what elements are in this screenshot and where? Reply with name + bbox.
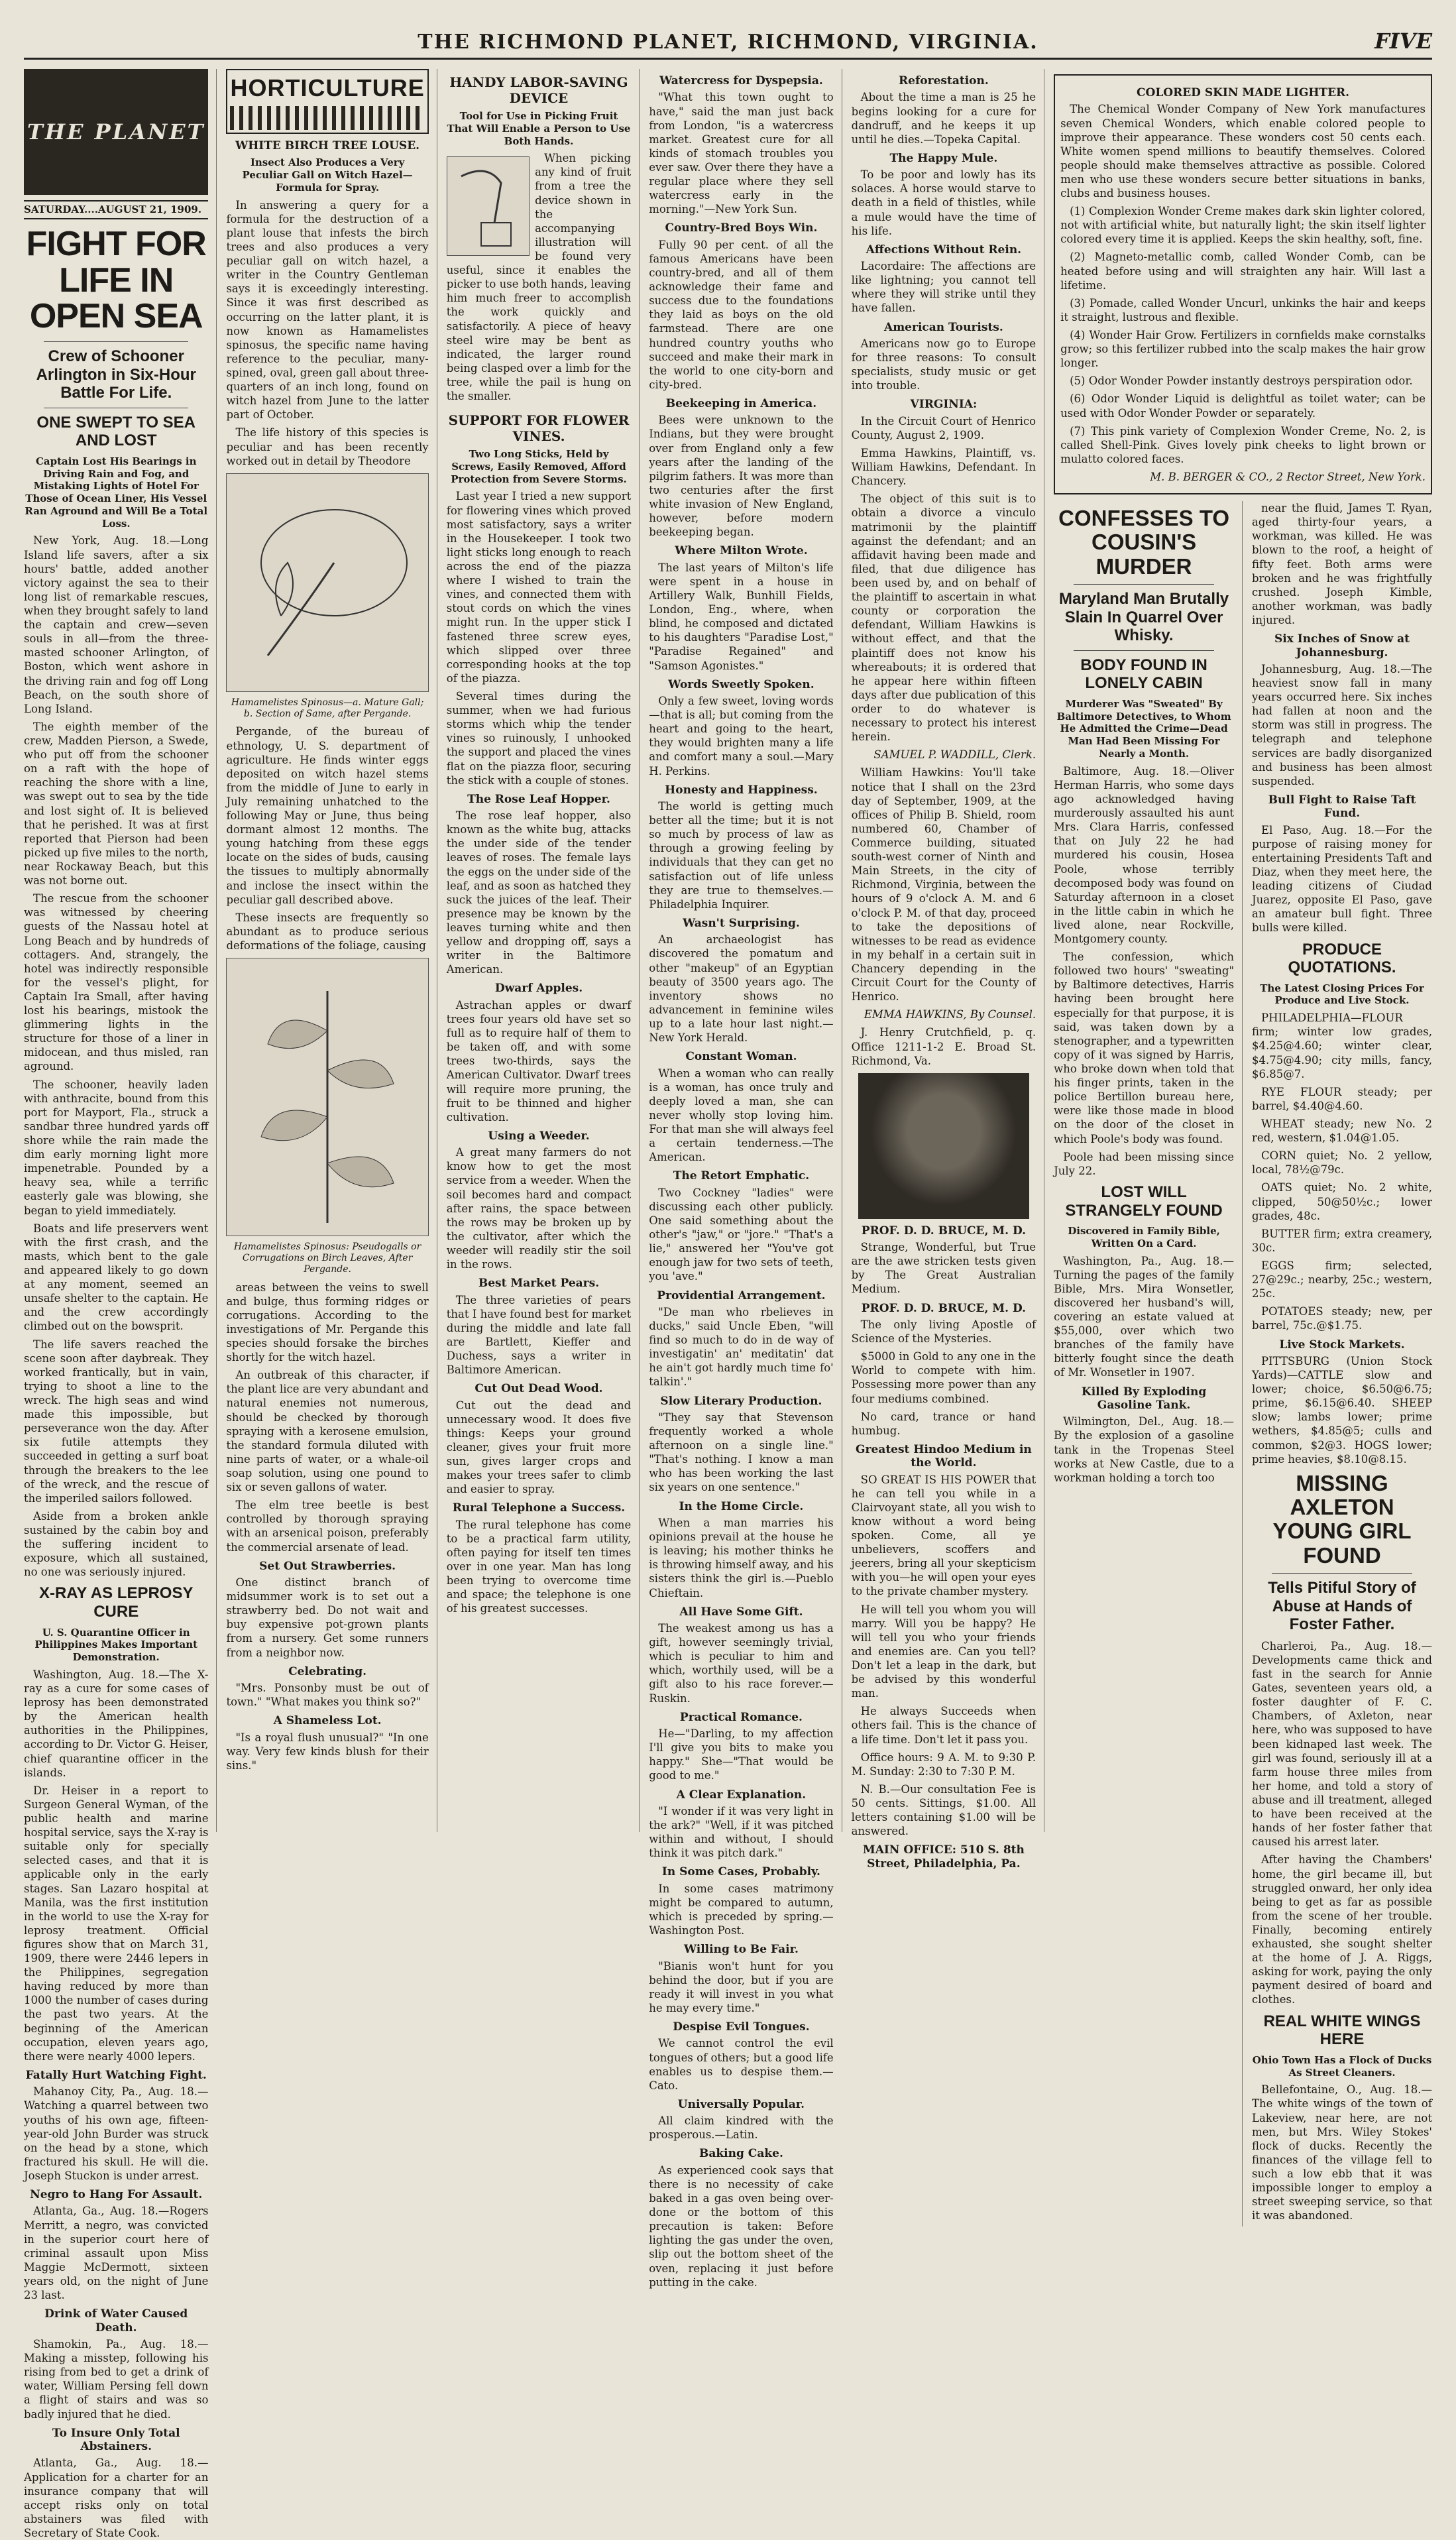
confess-deck: Murderer Was "Sweated" By Baltimore Detectives, to Whom He Admitted the Crime—Dead Man Had Been Missing For Nearly a Month.	[1056, 697, 1231, 760]
clerk-signature: SAMUEL P. WADDILL, Clerk.	[873, 748, 1036, 762]
portrait-caption: PROF. D. D. BRUCE, M. D.	[861, 1224, 1026, 1238]
planet-logo: THE PLANET	[24, 69, 208, 195]
brief-text: One distinct branch of midsummer work is to set out a strawberry bed. Do not wait and buy expensive pot-grown plants from a nursery. Get some runners from a neighbor now.	[226, 1576, 429, 1659]
date-line: SATURDAY....AUGUST 21, 1909.	[24, 200, 208, 219]
brief-headline: Celebrating.	[288, 1664, 367, 1678]
ad-paragraph: The Chemical Wonder Company of New York manufactures seven Chemical Wonders, which enable colored people to improve their appearance. These wonders cost 50 cents each. White women spend millions to beautify themselves. Colored people should make themselves attractive as possible. Colored men who use these wonders secure better situations in banks, clubs and business houses.	[1060, 103, 1426, 200]
brief-text: El Paso, Aug. 18.—For the purpose of raising money for entertaining Presidents Taft and Diaz, when they meet here, the leading citizens of Ciudad Juarez, opposite El Paso, gave an amateur bull fight. Three bulls were killed.	[1252, 823, 1432, 935]
brief-text: As experienced cook says that there is no necessity of cake baked in a gas oven being over-done or the bottom of this precaution is taken: Before lighting the gas under the oven, slip out the bottom sheet of the oven, replacing it just before putting in the cake.	[649, 2164, 834, 2289]
column-4	[649, 69, 842, 2289]
brief-text: When a man marries his opinions prevail at the house he is leaving; his mother thinks he is throwing himself away, and his sisters think the girl is.—Pueblo Chieftain.	[649, 1516, 834, 1599]
article-headline: HANDY LABOR-SAVING DEVICE	[449, 74, 628, 106]
brief-headline: Country-Bred Boys Win.	[665, 221, 818, 235]
brief-headline: Killed By Exploding Gasoline Tank.	[1081, 1385, 1207, 1412]
article-paragraph: The eighth member of the crew, Madden Pierson, a Swede, who put off from the schooner on a raft with the hope of reaching the shore with a line, was swept out to sea by the tide and lost sight of. It is believed that he perished. It was at first reported that Pierson had been picked up five miles to the north, near Rockaway Beach, but this was not borne out.	[24, 720, 209, 888]
ad-paragraph: He will tell you whom you will marry. Will you be happy? He will tell you who your friends and enemies are. Can you tell? Don't let a leap in the dark, but be advised by this wonderful man.	[851, 1603, 1036, 1700]
masthead	[24, 20, 1432, 60]
legal-paragraph: William Hawkins: You'll take notice that I shall on the 23rd day of September, 1909, at the offices of Philip B. Shield, room numbered 60, Chamber of Commerce building, situated south-west corner of Ninth and Main Streets, in the city of Richmond, Virginia, between the hours of 9 o'clock A. M. and 6 o'clock P. M. of that day, proceed to take the depositions of witnesses to be read as evidence in my behalf in a certain suit in Chancery depending in the Circuit Court for the County of Henrico.	[851, 766, 1036, 1004]
brief-headline: A Clear Explanation.	[676, 1788, 807, 1802]
brief-text: "I wonder if it was very light in the ark?" "Well, if it was pitched within and without, I should think it was pitch dark."	[649, 1804, 834, 1860]
brief-text: Wilmington, Del., Aug. 18.—By the explosion of a gasoline tank in the Tropenas Steel works at New Castle, due to a workman holding a torch too	[1054, 1415, 1235, 1484]
article-paragraph: Poole had been missing since July 22.	[1054, 1150, 1235, 1177]
brief-text: The weakest among us has a gift, however seemingly trivial, which is peculiar to him and which, worthily used, will be a gift also to his race forever.—Ruskin.	[649, 1622, 834, 1705]
brief-text: The three varieties of pears that I have found best for market during the middle and late fall are Bartlett, Kieffer and Duchess, says a writer in Baltimore American.	[446, 1293, 632, 1377]
brief-headline: Universally Popular.	[677, 2097, 805, 2111]
brief-headline: Honesty and Happiness.	[665, 783, 818, 797]
article-paragraph: The elm tree beetle is best controlled by thorough spraying with an arsenical poison, preferably the commercial arsenate of lead.	[226, 1499, 429, 1554]
article-paragraph: Dr. Heiser in a report to Surgeon General Wyman, of the public health and marine hospital service, says the X-ray is suitable only for specially selected cases, and that it is applicable only in the early stages. San Lazaro hospital at Manila, was the first institution in the world to use the X-ray for leprosy treatment. Official figures show that on March 31, 1909, there were 2446 lepers in the Philippines, segregation having reduced by more than 1000 the number of cases during the past two years. At the beginning of the American occupation, eleven years ago, there were nearly 4000 lepers.	[24, 1784, 209, 2063]
article-paragraph: Several times during the summer, when we had furious storms which whip the tender vines so ruinously, I unhooked the support and placed the vines flat on the piazza floor, securing the stick with a couple of stones.	[446, 690, 632, 787]
brief-text: The world is getting much better all the time; but it is not so much by process of law as through a growing feeling by individuals that they can get no satisfaction out of life unless they are true to themselves.—Philadelphia Inquirer.	[649, 800, 834, 911]
paper-title: THE RICHMOND PLANET, RICHMOND, VIRGINIA.	[418, 30, 1038, 54]
column-2	[226, 69, 437, 1832]
brief-text: Atlanta, Ga., Aug. 18.—Application for a charter for an insurance company that will accept risks only on total abstainers was filed with Secretary of State Cook.	[24, 2456, 209, 2539]
brief-headline: Practical Romance.	[679, 1710, 803, 1724]
fruit-picker-icon	[448, 163, 528, 249]
missing-headline: MISSING AXLETON YOUNG GIRL FOUND	[1272, 1470, 1412, 1568]
legal-paragraph: Emma Hawkins, Plaintiff, vs. William Hawkins, Defendant. In Chancery.	[851, 447, 1036, 488]
birch-branch-icon	[228, 964, 427, 1230]
article-paragraph: An outbreak of this character, if the plant lice are very abundant and natural enemies not numerous, should be checked by thorough spraying with a kerosene emulsion, the standard formula diluted with nine parts of water, or a whale-oil soap solution, using one pound to six or seven gallons of water.	[226, 1369, 429, 1494]
brief-headline: Constant Woman.	[685, 1050, 797, 1064]
ad-paragraph: (4) Wonder Hair Grow. Fertilizers in cornfields make cornstalks grow; so this fertilizer rubbed into the scalp makes the hair grow longer.	[1060, 329, 1426, 370]
article-paragraph: The schooner, heavily laden with anthracite, bound from this port for Mayport, Fla., struck a sandbar three hundred yards off shore while the rain made the dim early morning light more impenetrable. Pounded by a heavy sea, while a terrific easterly gale was blowing, she began to yield immediately.	[24, 1078, 209, 1217]
brief-text: Fully 90 per cent. of all the famous Americans have been country-bred, and all of them acknowledge their fame and success due to the foundations they laid as boys on the old farmstead. There are one hundred country youths who succeed and make their mark in the world to one city-born and city-bred.	[649, 238, 834, 391]
column-1	[24, 69, 217, 2539]
quote-line: BUTTER firm; extra creamery, 30c.	[1252, 1227, 1432, 1254]
quote-line: OATS quiet; No. 2 white, clipped, 50@50½c.; lower grades, 48c.	[1252, 1181, 1432, 1222]
article-deck: Tool for Use in Picking Fruit That Will Enable a Person to Use Both Hands.	[447, 110, 631, 147]
brief-text: In some cases matrimony might be compared to autumn, which is preceded by spring.—Washington Post.	[649, 1882, 834, 1937]
brief-text: "Is a royal flush unusual?" "In one way. Very few kinds blush for their sins."	[226, 1731, 429, 1772]
brief-text: PITTSBURG (Union Stock Yards)—CATTLE slow and lower; choice, $6.50@6.75; prime, $6.15@6.40. SHEEP slow; lambs lower; prime wethers, $4.85@5; culls and common, $2@3. HOGS lower; prime heavies, $8.10@8.15.	[1252, 1354, 1432, 1466]
brief-text: The rose leaf hopper, also known as the white bug, attacks the under side of the tender leaves of roses. The female lays the eggs on the under side of the leaf, and as soon as hatched they suck the juices of the leaf. Their presence may be known by the leaves turning white and then yellow and dropping off, says a writer in the Baltimore American.	[446, 809, 632, 976]
brief-headline: Dwarf Apples.	[494, 982, 583, 996]
column-6	[1054, 501, 1243, 2226]
brief-headline: Words Sweetly Spoken.	[668, 677, 814, 691]
miscellany-list	[649, 74, 833, 2289]
ad-subhead: Greatest Hindoo Medium in the World.	[856, 1442, 1032, 1470]
brief-text: Astrachan apples or dwarf trees four years old have set so full as to require half of them to be taken off, and with some trees two-thirds, says the American Cultivator. Dwarf trees will require more pruning, the fruit to be thinned and higher cultivation.	[446, 998, 632, 1124]
article-headline: SUPPORT FOR FLOWER VINES.	[448, 412, 630, 445]
ad-paragraph: The only living Apostle of Science of the Mysteries.	[851, 1318, 1036, 1346]
ad-paragraph: He always Succeeds when others fail. This is the chance of a life time. Don't let it pass you.	[851, 1705, 1036, 1746]
bruce-portrait	[858, 1073, 1029, 1219]
ad-paragraph: Strange, Wonderful, but True are the awe stricken tests given by The Great Australian Medium.	[851, 1241, 1036, 1296]
brief-headline: Using a Weeder.	[488, 1129, 590, 1143]
horticulture-banner	[226, 69, 428, 134]
ad-subhead: PROF. D. D. BRUCE, M. D.	[861, 1301, 1026, 1315]
brief-headline: Wasn't Surprising.	[683, 916, 800, 930]
article-paragraph: The confession, which followed two hours' "sweating" by Baltimore detectives, Harris having been brought here especially for that purpose, it is said, was taken down by a stenographer, and a typewritten copy of it was signed by Harris, who broke down when told that his finger prints, taken in the police Bertillon bureau here, were like those made in blood on the door of the closet in which Poole's body was found.	[1054, 951, 1235, 1145]
article-paragraph: The life history of this species is peculiar and has been recently worked out in detail by Theodore	[226, 426, 429, 467]
brief-headline: Drink of Water Caused Death.	[44, 2307, 188, 2335]
brief-headline: Fatally Hurt Watching Fight.	[25, 2068, 207, 2082]
colored-skin-ad	[1054, 74, 1432, 494]
brief-headline: The Retort Emphatic.	[673, 1169, 810, 1183]
lost-will-deck: Discovered in Family Bible, Written On a Card.	[1068, 1225, 1220, 1249]
brief-headline: Best Market Pears.	[478, 1277, 600, 1291]
article-paragraph: Bellefontaine, O., Aug. 18.—The white wings of the town of Lakeview, near here, are not men, but Mrs. Wiley Stokes' flock of ducks. Recently the finances of the village fell to such a low ebb that it was impossible longer to employ a street sweeping service, so that it was abandoned.	[1252, 2083, 1432, 2222]
brief-headline: Baking Cake.	[699, 2147, 783, 2161]
article-paragraph: Charleroi, Pa., Aug. 18.—Developments came thick and fast in the search for Annie Gates, seventeen years old, a foster daughter of F. C. Chambers, of Axleton, near here, who was supposed to have been kidnaped last week. The girl was found, seriously ill at a farm house three miles from her home, and told a story of abuse and ill treatment, alleged to have been received at the hands of her foster father that caused his arrest later.	[1252, 1639, 1432, 1849]
miscellany-list	[852, 74, 1036, 392]
columns	[24, 69, 1432, 2539]
ad-headline: COLORED SKIN MADE LIGHTER.	[1137, 86, 1350, 99]
article-paragraph: After having the Chambers' home, the girl became ill, but struggled onward, her only idea being to get as far as possible from the scene of her trouble. Finally, becoming entirely exhausted, she sought shelter at the home of J. A. Riggs, asking for work, paying the only payment desired of board and clothes.	[1252, 1853, 1432, 2006]
quote-line: POTATOES steady; new, per barrel, 75c.@$1.75.	[1252, 1305, 1432, 1332]
brief-headline: Despise Evil Tongues.	[673, 2020, 810, 2034]
column-5	[851, 69, 1044, 1871]
brief-headline: In the Home Circle.	[679, 1499, 804, 1513]
brief-headline: All Have Some Gift.	[679, 1605, 803, 1619]
brief-text: An archaeologist has discovered the pomatum and other "makeup" of an Egyptian beauty of 3500 years ago. The inventory shows no advancement in feminine wiles up to a late hour last night.—New York Herald.	[649, 933, 834, 1045]
counsel-address: J. Henry Crutchfield, p. q. Office 1211-1-2 E. Broad St. Richmond, Va.	[851, 1026, 1036, 1067]
birch-leaf-illustration	[226, 958, 428, 1236]
ad-paragraph: $5000 in Gold to any one in the World to compete with him. Possessing more power than any four mediums combined.	[851, 1350, 1036, 1405]
figure-caption: Hamamelistes Spinosus—a. Mature Gall; b. Section of Same, after Pergande.	[231, 697, 424, 719]
quote-line: EGGS firm; selected, 27@29c.; nearby, 25c.; western, 25c.	[1252, 1259, 1432, 1300]
legal-paragraph: The object of this suit is to obtain a divorce a vinculo matrimonii by the plaintiff against the defendant; and an affidavit having been made and filed, that due diligence has been used by, and on behalf of the plaintiff to ascertain in what county or corporation the defendant, William Hawkins is without effect, and that the plaintiff does not know his whereabouts; it is ordered that he appear here within fifteen days after due publication of this order to do whatever is necessary to protect his interest herein.	[851, 492, 1036, 744]
article-paragraph: The life savers reached the scene soon after daybreak. They worked frantically, but in vain, trying to shoot a line to the wreck. The high seas and wind made this impossible, but perseverance won the day. After six futile attempts they succeeded in getting a surf boat through the breakers to the lee of the wreck, and the rescue of the imperiled sailors followed.	[24, 1338, 209, 1505]
lead-headline: FIGHT FOR LIFE IN OPEN SEA	[26, 225, 206, 336]
leaf-gall-icon	[228, 483, 427, 682]
office-hours: Office hours: 9 A. M. to 9:30 P. M. Sunday: 2:30 to 7:30 P. M.	[851, 1751, 1036, 1778]
ad-paragraph: (6) Odor Wonder Liquid is delightful as toilet water; can be used with Odor Wonder Powder or separately.	[1060, 392, 1426, 420]
ducks-headline: REAL WHITE WINGS HERE	[1263, 2012, 1421, 2049]
brief-text: We cannot control the evil tongues of others; but a good life enables us to despise them.—Cato.	[649, 2037, 834, 2092]
article-paragraph: New York, Aug. 18.—Long Island life savers, after a six hours' battle, added another victory against the sea to their long list of remarkable rescues, when they brought safely to land the captain and crew—seven souls in all—from the three-masted schooner Arlington, of Boston, which went ashore in the driving rain and fog off Long Beach, on the south shore of Long Island.	[24, 534, 209, 715]
brief-text: The rural telephone has come to be a practical farm utility, often paying for itself ten times over in one year. Man has long been trying to overcome time and space; the telephone is one of his greatest successes.	[446, 1518, 632, 1615]
brief-headline: Affections Without Rein.	[866, 243, 1022, 257]
legal-paragraph: In the Circuit Court of Henrico County, August 2, 1909.	[851, 414, 1036, 441]
article-paragraph: Last year I tried a new support for flowering vines which proved most satisfactory, says a writer in the Housekeeper. I took two light sticks long enough to reach across the end of the piazza where I wished to train the vines, and connected them with stout cords on which the vines might run. In the upper stick I fastened three screw eyes, which slipped over three corresponding hooks at the top of the piazza.	[446, 490, 632, 685]
ad-paragraph: (2) Magneto-metallic comb, called Wonder Comb, can be heated before using and will straighten any hair. Will last a lifetime.	[1060, 251, 1426, 292]
article-paragraph: areas between the veins to swell and bulge, thus forming ridges or corrugations. According to the investigations of Mr. Pergande this species should forsake the birches shortly for the witch hazel.	[226, 1281, 429, 1364]
ad-paragraph: (1) Complexion Wonder Creme makes dark skin lighter colored, not with artificial white, but naturally light; the skin itself lighter colored every time it is applied. Keeps the skin healthy, soft, fine.	[1060, 205, 1426, 246]
quote-line: CORN quiet; No. 2 yellow, local, 78½@79c.	[1252, 1149, 1432, 1177]
ad-paragraph: (3) Pomade, called Wonder Uncurl, unkinks the hair and keeps it straight, lustrous and flexible.	[1060, 296, 1426, 323]
banner-art	[230, 106, 424, 130]
brief-headline: In Some Cases, Probably.	[661, 1865, 820, 1879]
counsel-signature: EMMA HAWKINS, By Counsel.	[864, 1008, 1036, 1021]
quote-line: RYE FLOUR steady; per barrel, $4.40@4.60.	[1252, 1085, 1432, 1112]
columns-6-7	[1054, 69, 1432, 2222]
lost-will-headline: LOST WILL STRANGELY FOUND	[1065, 1183, 1223, 1220]
confess-headline: CONFESSES TO COUSIN'S MURDER	[1058, 506, 1230, 579]
article-deck: Insect Also Produces a Very Peculiar Gall on Witch Hazel—Formula for Spray.	[242, 156, 413, 194]
column-3	[447, 69, 640, 1832]
brief-headline: Willing to Be Fair.	[683, 1943, 799, 1957]
brief-headline: Bull Fight to Raise Taft Fund.	[1268, 793, 1416, 821]
brief-text: Cut out the dead and unnecessary wood. It does five things: Keeps your ground cleaner, gives your fruit more sun, gives larger crops and makes your trees safer to climb and easier to spray.	[446, 1399, 632, 1496]
brief-headline: Providential Arrangement.	[657, 1289, 826, 1302]
legal-notice-headline: VIRGINIA:	[910, 398, 978, 412]
xray-deck: U. S. Quarantine Officer in Philippines Makes Important Demonstration.	[34, 1626, 198, 1664]
brief-headline: Six Inches of Snow at Johannesburg.	[1274, 632, 1410, 660]
lead-subhead-2: ONE SWEPT TO SEA AND LOST	[36, 413, 196, 450]
article-paragraph: Aside from a broken ankle sustained by the cabin boy and the suffering incident to exposure, which all sustained, no one was seriously injured.	[24, 1509, 209, 1579]
brief-headline: Beekeeping in America.	[665, 396, 817, 410]
brief-headline: Reforestation.	[899, 74, 989, 87]
article-paragraph: In answering a query for a formula for the destruction of a plant louse that infests the birch trees and also produces a very peculiar gall on witch hazel, a writer in the Country Gentleman says it is exceedingly interesting. Since it was first described as occurring on the latter plant, it is now known as Hamamelistes spinosus, the specific name having reference to the peculiar, many-spined, oval, green gall about three-quarters of an inch long, found on witch hazel from June to the latter part of October.	[226, 198, 429, 422]
produce-deck: The Latest Closing Prices For Produce and Live Stock.	[1260, 982, 1424, 1007]
brief-headline: Set Out Strawberries.	[259, 1559, 396, 1573]
brief-headline: Rural Telephone a Success.	[452, 1501, 626, 1515]
article-paragraph: These insects are frequently so abundant as to produce serious deformations of the foliage, causing	[226, 911, 429, 952]
brief-headline: Slow Literary Production.	[660, 1394, 822, 1408]
lead-deck: Captain Lost His Bearings in Driving Rain and Fog, and Mistaking Lights of Hotel For Those of Ocean Liner, His Vessel Ran Aground and Will Be a Total Loss.	[25, 455, 208, 530]
gall-illustration	[226, 473, 428, 692]
confess-subhead-2: BODY FOUND IN LONELY CABIN	[1080, 656, 1207, 693]
brief-headline: Negro to Hang For Assault.	[30, 2188, 203, 2202]
brief-text: "They say that Stevenson frequently worked a whole afternoon on a single line." "That's nothing. I know a man who has been working the last six years on one sentence."	[649, 1411, 834, 1494]
ad-paragraph: No card, trance or hand humbug.	[851, 1410, 1036, 1437]
brief-text: Johannesburg, Aug. 18.—The heaviest snow fall in many years occurred here. Six inches had fallen at noon and the storm was still in progress. The telegraph and telephone services are badly disorganized and business has been almost suspended.	[1252, 662, 1432, 787]
figure-caption: Hamamelistes Spinosus: Pseudogalls or Corrugations on Birch Leaves, After Pergande.	[233, 1241, 421, 1275]
xray-headline: X-RAY AS LEPROSY CURE	[38, 1584, 194, 1621]
brief-text: The last years of Milton's life were spent in a house in Artillery Walk, Bunhill Fields, London, Eng., where, when blind, he composed and dictated to his daughters "Paradise Lost," "Paradise Regained" and "Samson Agonistes."	[649, 561, 834, 672]
brief-text: Bees were unknown to the Indians, but they were brought over from England only a few years after the landing of the pilgrim fathers. It was more than two centuries after the first white invasion of New England, however, before modern beekeeping began.	[649, 414, 834, 539]
brief-text: Atlanta, Ga., Aug. 18.—Rogers Merritt, a negro, was convicted in the superior court here of criminal assault upon Miss Maggie McDermott, sixteen years old, on the night of June 23 last.	[24, 2205, 209, 2302]
brief-text: "De man who rbelieves in ducks," said Uncle Eben, "will find so much to do in de way of investigatin' an' meditatin' dat he ain't got hardly much time fo' talkin'."	[649, 1305, 834, 1389]
column-7	[1252, 501, 1432, 2226]
ducks-deck: Ohio Town Has a Flock of Ducks As Street Cleaners.	[1252, 2053, 1432, 2079]
brief-text: "Mrs. Ponsonby must be out of town." "What makes you think so?"	[226, 1682, 429, 1709]
article-paragraph: Boats and life preservers went with the first crash, and the masts, which bent to the gale and appeared likely to go down at any moment, seemed an unsafe shelter to the captain. He and the crew accordingly climbed out on the bowsprit.	[24, 1222, 209, 1333]
ad-paragraph: (7) This pink variety of Complexion Wonder Creme, No. 2, is called Shell-Pink. Gives lovely pink cheeks to light brown or mulatto colored faces.	[1060, 424, 1426, 465]
brief-text: Lacordaire: The affections are like lightning; you cannot tell where they will strike until they have fallen.	[851, 260, 1036, 315]
article-headline: WHITE BIRCH TREE LOUSE.	[235, 139, 420, 153]
brief-headline: To Insure Only Total Abstainers.	[52, 2426, 180, 2454]
brief-headline: The Happy Mule.	[889, 151, 998, 165]
produce-headline: PRODUCE QUOTATIONS.	[1288, 940, 1396, 977]
horticulture-title: HORTICULTURE	[230, 74, 425, 101]
brief-headline: A Shameless Lot.	[273, 1714, 382, 1728]
article-paragraph: Baltimore, Aug. 18.—Oliver Herman Harris, who some days ago acknowledged having murderously assaulted his aunt Mrs. Clara Harris, confessed that on July 22 he had murdered his cousin, Hosea Poole, whose terribly decomposed body was found on Saturday afternoon in a closet in the little cabin in which he lived alone, near Rockville, Montgomery county.	[1054, 764, 1235, 946]
brief-text: "What this town ought to have," said the man just back from London, "is a watercress market. Greatest cure for all kinds of stomach troubles you ever saw. Over there they have a regular place where they sell watercress early in the morning."—New York Sun.	[649, 91, 834, 216]
brief-text: All claim kindred with the prosperous.—Latin.	[649, 2114, 834, 2142]
brief-headline: Live Stock Markets.	[1279, 1338, 1405, 1352]
article-paragraph: near the fluid, James T. Ryan, aged thirty-four years, a workman, was killed. He was blown to the roof, a height of fifty feet. Both arms were broken and he was frightfully crushed. Joseph Kimble, another workman, was badly injured.	[1252, 502, 1432, 626]
ad-paragraph: (5) Odor Wonder Powder instantly destroys perspiration odor.	[1070, 375, 1413, 388]
article-deck: Two Long Sticks, Held by Screws, Easily Removed, Afford Protection from Severe Storms.	[451, 448, 627, 485]
brief-text: "Bianis won't hunt for you behind the door, but if you are ready it will invest in you what he may every time."	[649, 1959, 834, 2014]
brief-headline: Watercress for Dyspepsia.	[659, 74, 823, 87]
brief-headline: Where Milton Wrote.	[675, 544, 808, 558]
article-paragraph: When picking any kind of fruit from a tree the device shown in the accompanying illustration will be found very useful, since it enables the picker to use both hands, leaving him much freer to accomplish the work quickly and satisfactorily. A piece of heavy steel wire may be bent as indicated, the larger round being clasped over a limb for the tree, while the pail is hung on the smaller.	[446, 152, 632, 403]
article-paragraph: The rescue from the schooner was witnessed by cheering guests of the Nassau hotel at Long Beach and by hundreds of cottagers. And, strangely, the hotel was indirectly responsible for the vessel's plight, for Captain Ira Small, after having lost his bearings, mistook the glimmering lights in the structure for those of a liner in midocean, and thus misled, ran aground.	[24, 892, 209, 1073]
brief-headline: The Rose Leaf Hopper.	[467, 792, 610, 806]
article-paragraph: Pergande, of the bureau of ethnology, U. S. department of agriculture. He finds winter eggs deposited on witch hazel stems from the middle of June to early in July remaining unhatched to the following May or June, thus being dormant almost 12 months. The young hatching from these eggs locate on the sides of buds, causing the tissues to multiply abnormally and inclose the insect within the peculiar gall described above.	[226, 725, 429, 906]
main-office: MAIN OFFICE: 510 S. 8th Street, Philadelphia, Pa.	[862, 1843, 1025, 1871]
brief-headline: American Tourists.	[884, 320, 1003, 334]
brief-text: He—"Darling, to my affection I'll give you bits to make you happy." She—"That would be good to me."	[649, 1727, 834, 1782]
brief-text: When a woman who can really is a woman, has once truly and deeply loved a man, she can never wholly stop loving him. For that man she will always feel a certain tenderness.—The American.	[649, 1067, 834, 1164]
ad-signature: M. B. BERGER & CO., 2 Rector Street, New York.	[1150, 471, 1426, 484]
consultation-fee: N. B.—Our consultation Fee is 50 cents. Sittings, $1.00. All letters containing $1.00 will be answered.	[851, 1782, 1036, 1838]
lower-columns	[1054, 501, 1432, 2226]
article-paragraph: Washington, Pa., Aug. 18.—Turning the pages of the family Bible, Mrs. Mira Wonsetler, discovered her husband's will, covering an estate valued at $55,000, over which two branches of the family have bitterly fought since the death of Mr. Wonsetler in 1907.	[1054, 1254, 1235, 1379]
missing-subhead: Tells Pitiful Story of Abuse at Hands of Foster Father.	[1268, 1578, 1416, 1634]
confess-subhead: Maryland Man Brutally Slain In Quarrel Over Whisky.	[1059, 590, 1229, 645]
brief-text: Mahanoy City, Pa., Aug. 18.—Watching a quarrel between two youths of his own age, fifteen-year-old John Burder was struck on the head by a stone, which fractured his skull. He will die. Joseph Stuckon is under arrest.	[24, 2085, 209, 2182]
ad-paragraph: SO GREAT IS HIS POWER that he can tell you while in a Clairvoyant state, all you wish to know without a word being spoken. Come, all ye unbelievers, scoffers and jeerers, bring all your skepticism with you—he will open your eyes to the private chamber mystery.	[851, 1473, 1036, 1598]
lead-subhead: Crew of Schooner Arlington in Six-Hour Battle For Life.	[36, 347, 196, 402]
brief-text: A great many farmers do not know how to get the most service from a weeder. When the soil becomes hard and compact after rains, the space between the rows may be broken up by the cultivator, after which the weeder will readily stir the soil in the rows.	[446, 1146, 632, 1271]
brief-headline: Cut Out Dead Wood.	[475, 1382, 603, 1396]
quote-line: PHILADELPHIA—FLOUR firm; winter low grades, $4.25@4.60; winter clear, $4.75@4.90; city mills, fancy, $6.85@7.	[1252, 1011, 1432, 1080]
brief-text: Two Cockney "ladies" were discussing each other publicly. One said something about the other's "jaw," or "jore." "That's a lie," answered her "You've got enough jaw for two sets of teeth, you 'ave."	[649, 1186, 834, 1283]
article-paragraph: Washington, Aug. 18.—The X-ray as a cure for some cases of leprosy has been demonstrated by the American health authorities in the Philippines, according to Dr. Victor G. Heiser, chief quarantine officer in the islands.	[24, 1668, 209, 1779]
brief-text: Americans now go to Europe for three reasons: To consult specialists, study music or get into trouble.	[851, 337, 1036, 392]
quote-line: WHEAT steady; new No. 2 red, western, $1.04@1.05.	[1252, 1117, 1432, 1145]
brief-text: Shamokin, Pa., Aug. 18.—Making a misstep, following his rising from bed to get a drink of water, William Persing fell down a flight of stairs and was so badly injured that he died.	[24, 2338, 209, 2421]
page-number: FIVE	[1374, 29, 1432, 54]
brief-text: About the time a man is 25 he begins looking for a cure for dandruff, and he keeps it up until he dies.—Topeka Capital.	[851, 91, 1036, 146]
fruit-picker-illustration	[447, 156, 530, 256]
brief-text: Only a few sweet, loving words—that is all; but coming from the heart and going to the heart, they would brighten many a life and comfort many a soul.—Mary H. Perkins.	[649, 695, 834, 778]
brief-text: To be poor and lowly has its solaces. A horse would starve to death in a field of thistles, while a mule would have the time of his life.	[851, 168, 1036, 237]
